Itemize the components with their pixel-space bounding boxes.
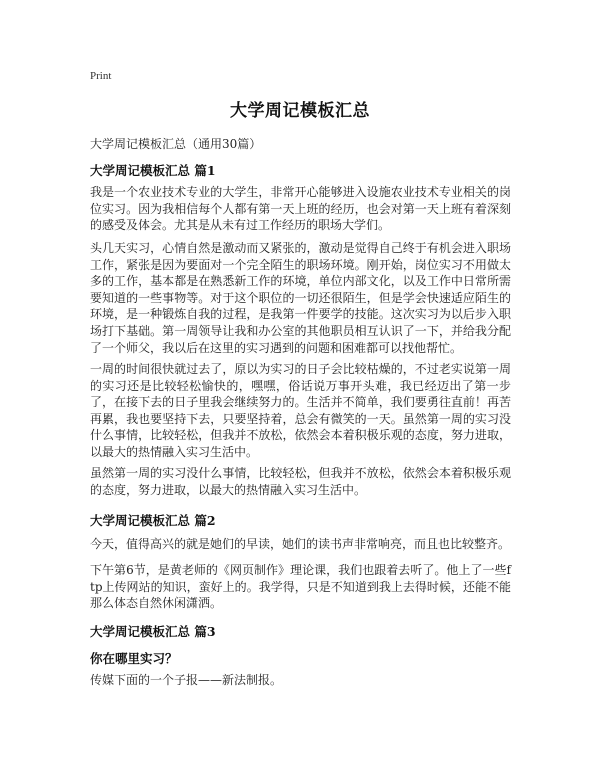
paragraph: 我是一个农业技术专业的大学生，非常开心能够进入设施农业技术专业相关的岗位实习。因为我相信每个人都有第一天上班的经历，也会对第一天上班有着深刻的感受及体会。尤其是从未有过工作经历的职场大学们。: [90, 185, 511, 233]
page-title: 大学周记模板汇总: [230, 101, 370, 121]
paragraph: 下午第6节，是黄老师的《网页制作》理论课，我们也跟着去听了。他上了一些ftp上传网站的知识，蛮好上的。我学得，只是不知道到我上去得时候，还能不能那么体态自然休闲潇洒。: [90, 563, 511, 611]
section-heading-1: 大学周记模板汇总 篇1: [90, 163, 216, 178]
paragraph: 今天，值得高兴的就是她们的早读，她们的读书声非常响亮，而且也比较整齐。: [90, 537, 511, 551]
document-subtitle: 大学周记模板汇总（通用30篇）: [90, 137, 262, 151]
section-heading-3: 大学周记模板汇总 篇3: [90, 624, 216, 639]
paragraph: 传媒下面的一个子报——新法制报。: [90, 673, 283, 687]
paragraph: 虽然第一周的实习没什么事情，比较轻松，但我并不放松，依然会本着积极乐观的态度，努力进取，以最大的热情融入实习生活中。: [90, 466, 511, 497]
paragraph: 头几天实习，心情自然是激动而又紧张的，激动是觉得自己终于有机会进入职场工作，紧张是因为要面对一个完全陌生的职场环境。刚开始，岗位实习不用做太多的工作，基本都是在熟悉新工作的环境，单位内部文化，以及工作中日常所需要知道的一些事物等。对于这个职位的一切还很陌生，但是学会快速适应陌生的环境，是一种锻炼自我的过程，是我第一件要学的技能。这次实习为以后步入职场打下基础。第一周领导让我和办公室的其他职员相互认识了一下，并给我分配了一个师父，我以后在这里的实习遇到的问题和困难都可以找他帮忙。: [90, 241, 511, 355]
question-subheading: 你在哪里实习？: [90, 651, 178, 666]
print-label: Print: [90, 70, 112, 82]
paragraph: 一周的时间很快就过去了，原以为实习的日子会比较枯燥的，不过老实说第一周的实习还是比较轻松愉快的，嘿嘿，俗话说万事开头难，我已经迈出了第一步了，在接下去的日子里我会继续努力的。生活并不简单，我们要勇往直前！再苦再累，我也要坚持下去，只要坚持着，总会有微笑的一天。虽然第一周的实习没什么事情，比较轻松，但我并不放松，依然会本着积极乐观的态度，努力进取，以最大的热情融入实习生活中。: [90, 362, 511, 459]
section-heading-2: 大学周记模板汇总 篇2: [90, 513, 216, 528]
